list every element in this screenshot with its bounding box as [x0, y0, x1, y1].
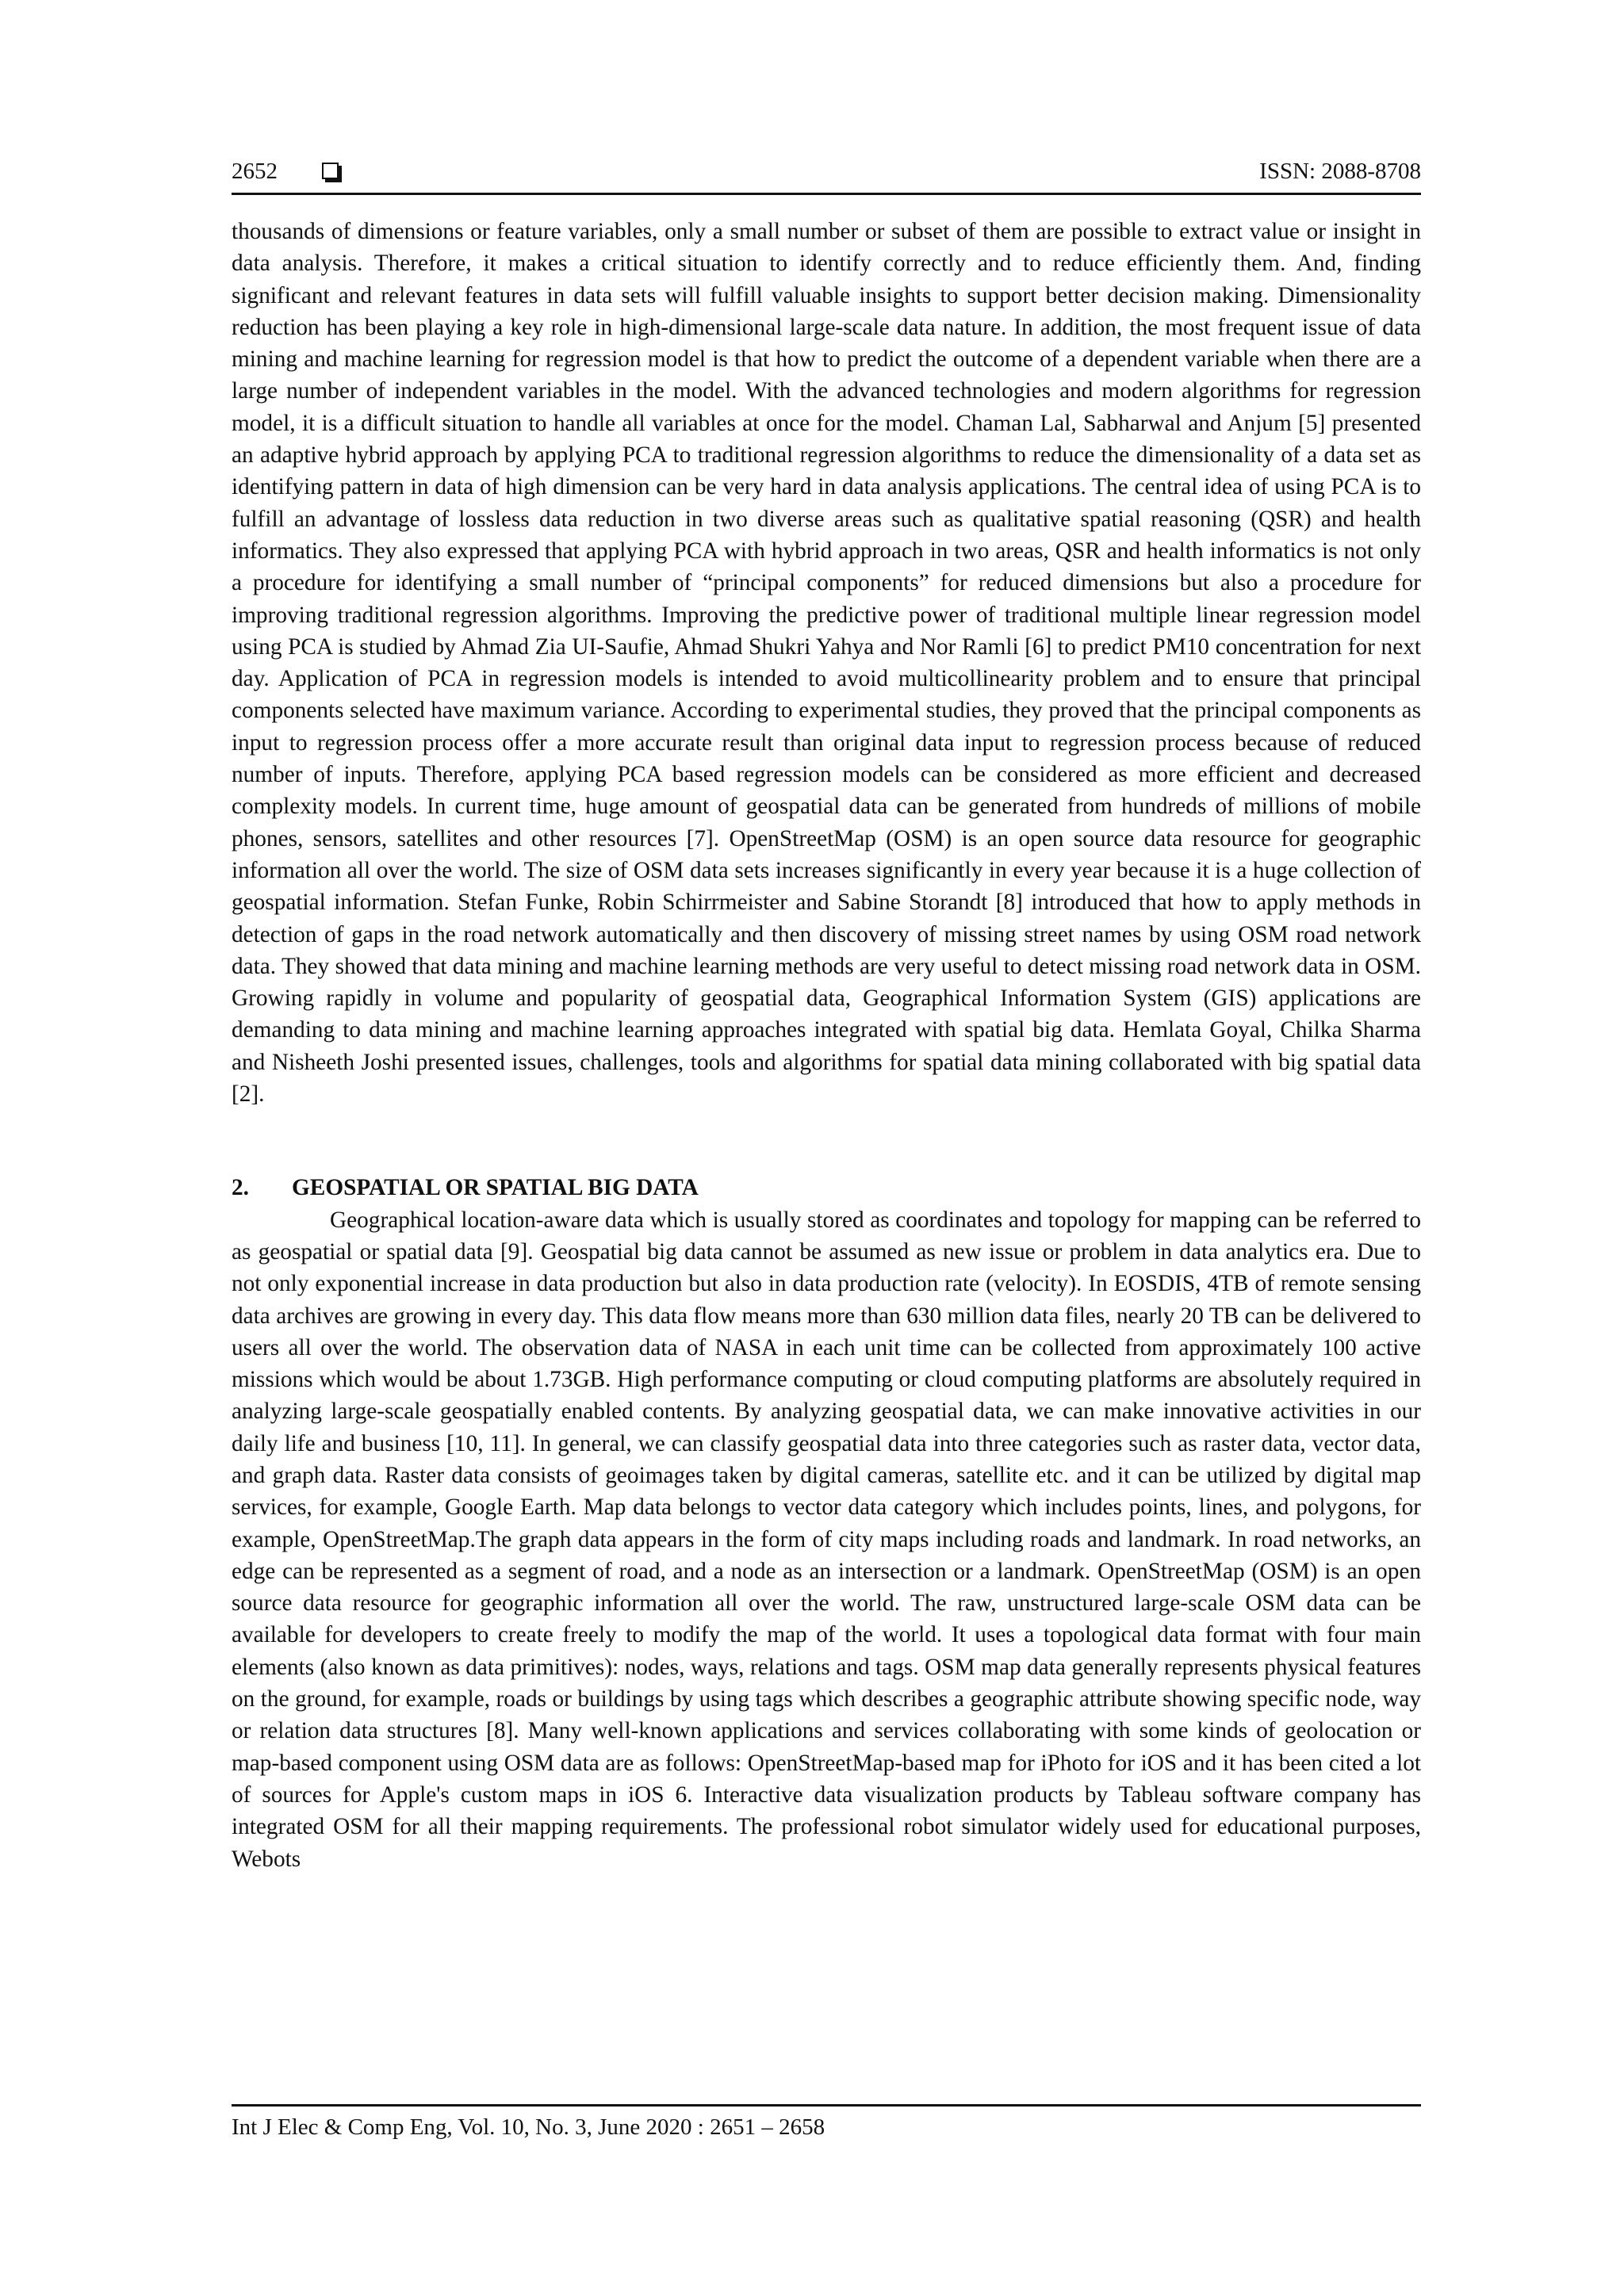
body-paragraph-1: thousands of dimensions or feature variables, only a small number or subset of them are possible to extract value or insight in data analysis. Therefore, it makes a critical situation to identify correctly and to reduce efficiently them. And, finding significant and relevant features in data sets will fulfill valuable insights to support better decision making. Dimensionality reduction has been playing a key role in high-dimensional large-scale data nature. In addition, the most frequent issue of data mining and machine learning for regression model is that how to predict the outcome of a dependent variable when there are a large number of independent variables in the model. With the advanced technologies and modern algorithms for regression model, it is a difficult situation to handle all variables at once for the model. Chaman Lal, Sabharwal and Anjum [5] presented an adaptive hybrid approach by applying PCA to traditional regression algorithms to reduce the dimensionality of a data set as identifying pattern in data of high dimension can be very hard in data analysis applications. The central idea of using PCA is to fulfill an advantage of lossless data reduction in two diverse areas such as qualitative spatial reasoning (QSR) and health informatics. They also expressed that applying PCA with hybrid approach in two areas, QSR and health informatics is not only a procedure for identifying a small number of “principal components” for reduced dimensions but also a procedure for improving traditional regression algorithms. Improving the predictive power of traditional multiple linear regression model using PCA is studied by Ahmad Zia UI-Saufie, Ahmad Shukri Yahya and Nor Ramli [6] to predict PM10 concentration for next day. Application of PCA in regression models is intended to avoid multicollinearity problem and to ensure that principal components selected have maximum variance. According to experimental studies, they proved that the principal components as input to regression process offer a more accurate result than original data input to regression process because of reduced number of inputs. Therefore, applying PCA based regression models can be considered as more efficient and decreased complexity models. In current time, huge amount of geospatial data can be generated from hundreds of millions of mobile phones, sensors, satellites and other resources [7]. OpenStreetMap (OSM) is an open source data resource for geographic information all over the world. The size of OSM data sets increases significantly in every year because it is a huge collection of geospatial information. Stefan Funke, Robin Schirrmeister and Sabine Storandt [8] introduced that how to apply methods in detection of gaps in the road network automatically and then discovery of missing street names by using OSM road network data. They showed that data mining and machine learning methods are very useful to detect missing road network data in OSM. Growing rapidly in volume and popularity of geospatial data, Geographical Information System (GIS) applications are demanding to data mining and machine learning approaches integrated with spatial big data. Hemlata Goyal, Chilka Sharma and Nisheeth Joshi presented issues, challenges, tools and algorithms for spatial data mining collaborated with big spatial data [2].: [232, 219, 1421, 1108]
journal-citation: Int J Elec & Comp Eng, Vol. 10, No. 3, June 2020 : 2651 – 2658: [232, 2114, 825, 2140]
section-title: GEOSPATIAL OR SPATIAL BIG DATA: [292, 1175, 699, 1201]
section-heading: [232, 1172, 1421, 1203]
header-divider: [232, 193, 1421, 195]
page-header: [232, 154, 1421, 189]
article-body: [232, 216, 1421, 1875]
footer-divider: [232, 2104, 1421, 2107]
section-number: 2.: [232, 1175, 249, 1201]
checkbox-square-icon: [322, 163, 339, 179]
issn-label: ISSN: 2088-8708: [1259, 159, 1421, 184]
body-paragraph-2: Geographical location-aware data which is usually stored as coordinates and topology for mapping can be referred to as geospatial or spatial data [9]. Geospatial big data cannot be assumed as new issue or problem in data analytics era. Due to not only exponential increase in data production but also in data production rate (velocity). In EOSDIS, 4TB of remote sensing data archives are growing in every day. This data flow means more than 630 million data files, nearly 20 TB can be delivered to users all over the world. The observation data of NASA in each unit time can be collected from approximately 100 active missions which would be about 1.73GB. High performance computing or cloud computing platforms are absolutely required in analyzing large-scale geospatially enabled contents. By analyzing geospatial data, we can make innovative activities in our daily life and business [10, 11]. In general, we can classify geospatial data into three categories such as raster data, vector data, and graph data. Raster data consists of geoimages taken by digital cameras, satellite etc. and it can be utilized by digital map services, for example, Google Earth. Map data belongs to vector data category which includes points, lines, and polygons, for example, OpenStreetMap.The graph data appears in the form of city maps including roads and landmark. In road networks, an edge can be represented as a segment of road, and a node as an intersection or a landmark. OpenStreetMap (OSM) is an open source data resource for geographic information all over the world. The raw, unstructured large-scale OSM data can be available for developers to create freely to modify the map of the world. It uses a topological data format with four main elements (also known as data primitives): nodes, ways, relations and tags. OSM map data generally represents physical features on the ground, for example, roads or buildings by using tags which describes a geographic attribute showing specific node, way or relation data structures [8]. Many well-known applications and services collaborating with some kinds of geolocation or map-based component using OSM data are as follows: OpenStreetMap-based map for iPhoto for iOS and it has been cited a lot of sources for Apple's custom maps in iOS 6. Interactive data visualization products by Tableau software company has integrated OSM for all their mapping requirements. The professional robot simulator widely used for educational purposes, Webots: [232, 1207, 1421, 1872]
page-number: 2652: [232, 159, 278, 184]
